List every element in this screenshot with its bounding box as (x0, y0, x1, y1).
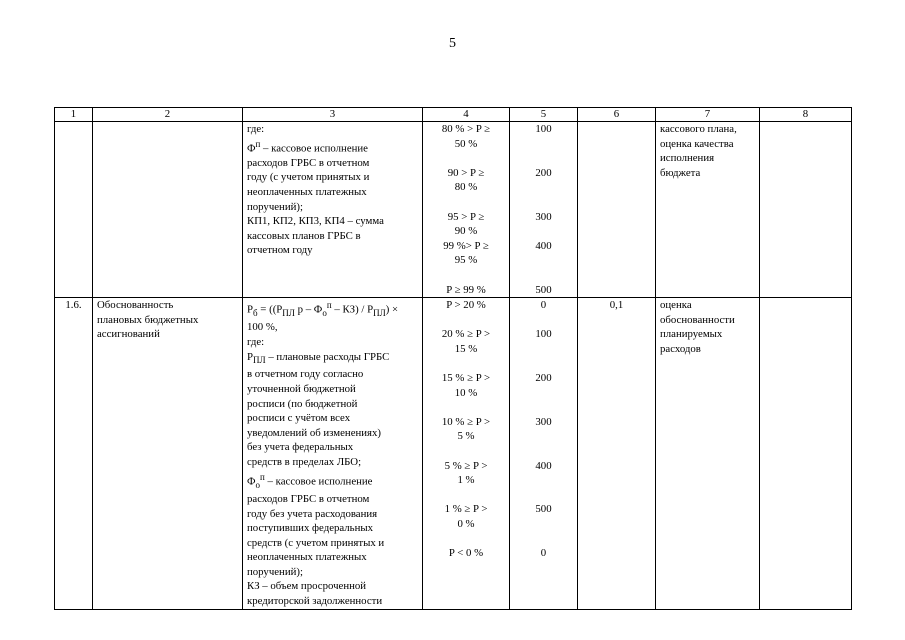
condition-text: 10 % ≥ P > (441, 415, 491, 428)
condition-text: 15 % (454, 342, 478, 355)
condition-group (427, 459, 505, 488)
weight-value: 0,1 (609, 299, 624, 312)
condition-text: 80 % (454, 181, 478, 194)
score-group (514, 415, 573, 430)
note-line: бюджета (660, 166, 701, 179)
formula-line: кассовых планов ГРБС в (247, 229, 361, 242)
formula-line: $Ф^п$ – кассовое исполнение (247, 138, 368, 155)
formula-text (247, 122, 418, 258)
formula-text (247, 298, 418, 609)
formula-line: средств в пределах ЛБО; (247, 455, 362, 468)
indicator-name-cell (93, 122, 243, 298)
condition-text: P < 0 % (448, 547, 484, 560)
condition-group (427, 166, 505, 195)
condition-text: 99 %> P ≥ (443, 239, 489, 252)
formula-line: поручений); (247, 200, 303, 213)
condition-group (427, 298, 505, 313)
condition-text: 1 % (457, 474, 475, 487)
condition-group (427, 327, 505, 356)
score-group (514, 502, 573, 517)
condition-text: 0 % (457, 518, 475, 531)
note-line: расходов (660, 342, 701, 355)
formula-line: расходов ГРБС в отчетном (247, 492, 370, 505)
condition-text: 50 % (454, 137, 478, 150)
formula-line: поступивших федеральных (247, 522, 374, 535)
scores-cell (510, 298, 578, 610)
formula-line: $P_{ПЛ}$ – плановые расходы ГРБС (247, 350, 390, 365)
weight-cell (578, 298, 656, 610)
note-line: исполнения (660, 152, 715, 165)
condition-text: 1 % ≥ P > (444, 503, 488, 516)
condition-text: 90 > P ≥ (447, 166, 485, 179)
column-number: 3 (243, 108, 423, 122)
formula-line: КЗ – объем просроченной (247, 580, 367, 593)
condition-text: 15 % ≥ P > (441, 372, 491, 385)
score-value: 300 (535, 210, 552, 223)
row-number-cell (55, 122, 93, 298)
condition-text: P ≥ 99 % (446, 283, 486, 296)
score-group (514, 371, 573, 386)
score-group (514, 166, 573, 181)
column-number: 5 (510, 108, 578, 122)
note-cell (656, 298, 760, 610)
conditions-list (427, 298, 505, 561)
formula-line: 100 %, (247, 321, 278, 334)
row-number: 1.6. (65, 299, 82, 312)
score-group (514, 283, 573, 298)
condition-group (427, 122, 505, 151)
condition-text: 5 % ≥ P > (444, 459, 488, 472)
name-line: Обоснованность (97, 299, 174, 312)
note-cell (656, 122, 760, 298)
extra-cell (760, 122, 852, 298)
score-group (514, 122, 573, 137)
formula-cell (243, 298, 423, 610)
score-value: 400 (535, 239, 552, 252)
score-value: 100 (535, 123, 552, 135)
scores-list (514, 122, 573, 297)
condition-text: P > 20 % (446, 299, 486, 312)
note-text (660, 122, 755, 180)
formula-line: неоплаченных платежных (247, 185, 367, 198)
table-row (55, 298, 852, 610)
column-number: 6 (578, 108, 656, 122)
formula-line: году без учета расходования (247, 507, 378, 520)
score-value: 200 (535, 372, 552, 385)
name-line: ассигнований (97, 328, 160, 341)
condition-group (427, 210, 505, 239)
formula-line: уведомлений об изменениях) (247, 426, 382, 439)
formula-line: отчетном году (247, 244, 313, 257)
formula-line: в отчетном году согласно (247, 368, 364, 381)
condition-group (427, 502, 505, 531)
column-number: 8 (760, 108, 852, 122)
score-value: 500 (535, 283, 552, 296)
score-value: 500 (535, 503, 552, 516)
note-line: оценка (660, 299, 692, 312)
formula-line: $P_б = ((P_{ПЛ}$ р – $Ф_о^п - КЗ) / P_{ПЛ}$) × (247, 300, 399, 318)
conditions-cell (423, 298, 510, 610)
column-number: 2 (93, 108, 243, 122)
score-group (514, 210, 573, 225)
note-line: кассового плана, (660, 123, 737, 135)
note-text (660, 298, 755, 356)
note-line: планируемых (660, 328, 723, 341)
formula-line: кредиторской задолженности (247, 595, 383, 608)
score-group (514, 239, 573, 254)
formula-line: $Ф_о^п$ – кассовое исполнение (247, 471, 373, 490)
condition-text: 10 % (454, 386, 478, 399)
condition-group (427, 371, 505, 400)
score-value: 300 (535, 415, 552, 428)
column-numbers-row (55, 108, 852, 122)
condition-group (427, 283, 505, 298)
score-group (514, 327, 573, 342)
page-number: 5 (449, 36, 456, 51)
indicators-table (54, 107, 852, 610)
formula-line: средств (с учетом принятых и (247, 536, 385, 549)
condition-text: 95 % (454, 254, 478, 267)
condition-text: 95 > P ≥ (447, 210, 485, 223)
table-row (55, 122, 852, 298)
formula-line: поручений); (247, 565, 303, 578)
formula-line: где: (247, 336, 265, 349)
score-value: 400 (535, 459, 552, 472)
formula-line: без учета федеральных (247, 441, 354, 454)
score-group (514, 459, 573, 474)
row-number-cell (55, 298, 93, 610)
formula-line: уточненной бюджетной (247, 383, 356, 395)
column-number: 7 (656, 108, 760, 122)
score-group (514, 298, 573, 313)
note-line: оценка качества (660, 137, 734, 150)
score-value: 0 (540, 299, 547, 312)
indicator-name-cell (93, 298, 243, 610)
scores-cell (510, 122, 578, 298)
column-number: 1 (55, 108, 93, 122)
condition-text: 90 % (454, 225, 478, 238)
conditions-cell (423, 122, 510, 298)
indicator-name (97, 298, 238, 342)
score-value: 0 (540, 547, 547, 560)
formula-line: где: (247, 123, 265, 135)
score-value: 100 (535, 328, 552, 341)
condition-group (427, 415, 505, 444)
extra-cell (760, 298, 852, 610)
condition-text: 20 % ≥ P > (441, 328, 491, 341)
condition-text: 5 % (457, 430, 475, 443)
formula-line: году (с учетом принятых и (247, 171, 370, 184)
note-line: обоснованности (660, 313, 735, 326)
formula-line: расходов ГРБС в отчетном (247, 156, 370, 169)
condition-group (427, 546, 505, 561)
score-value: 200 (535, 166, 552, 179)
formula-line: неоплаченных платежных (247, 551, 367, 564)
condition-text: 80 % > P ≥ (441, 123, 491, 135)
condition-group (427, 239, 505, 268)
formula-line: росписи с учётом всех (247, 412, 351, 425)
formula-line: КП1, КП2, КП3, КП4 – сумма (247, 215, 384, 228)
column-number: 4 (423, 108, 510, 122)
conditions-list (427, 122, 505, 297)
scores-list (514, 298, 573, 561)
score-group (514, 546, 573, 561)
name-line: плановых бюджетных (97, 313, 199, 326)
formula-line: росписи (по бюджетной (247, 397, 358, 410)
weight-cell (578, 122, 656, 298)
formula-cell (243, 122, 423, 298)
